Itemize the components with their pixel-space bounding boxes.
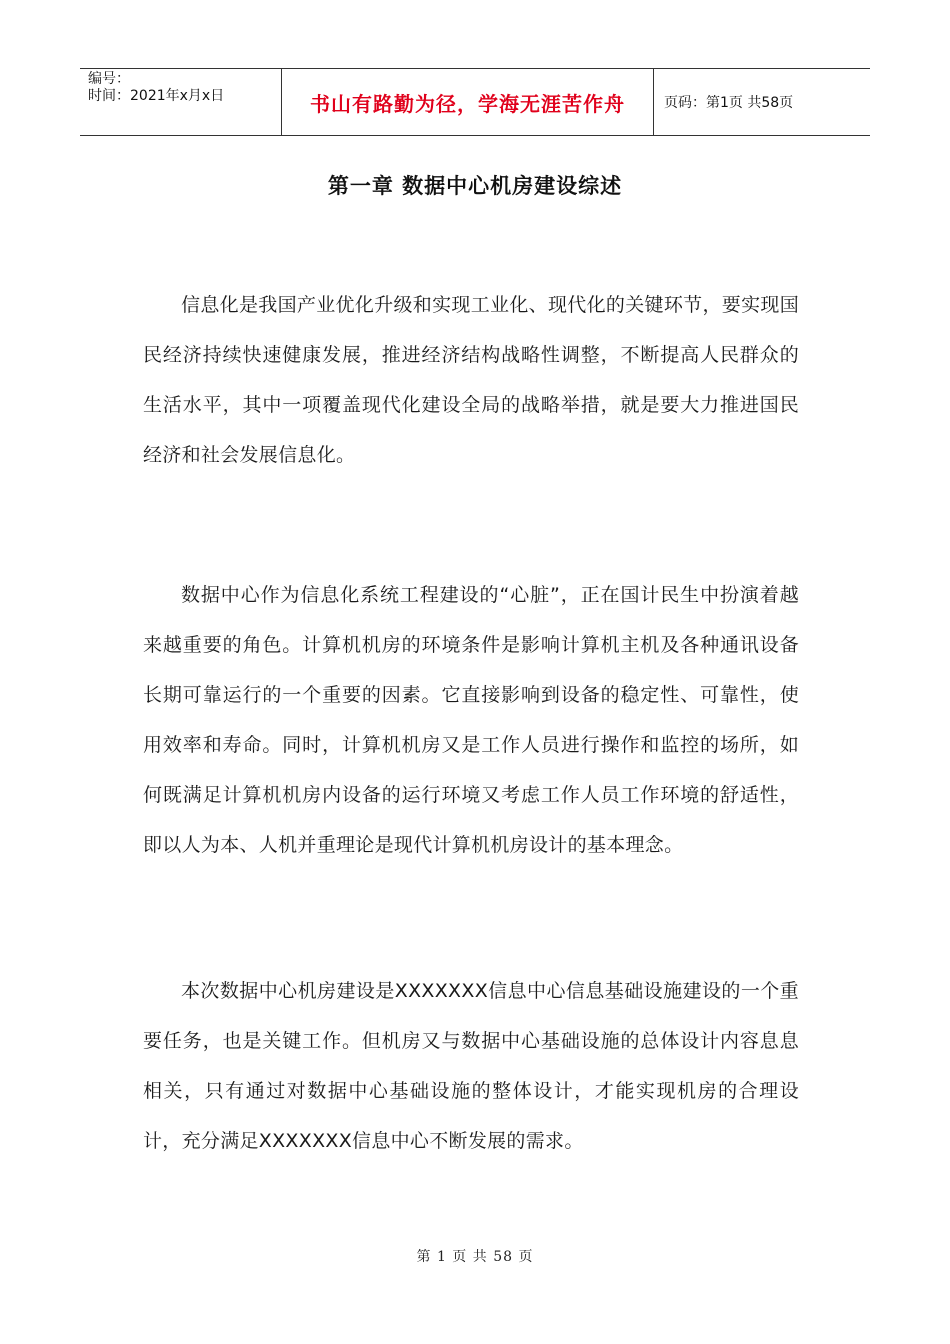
header-motto-cell — [282, 69, 654, 135]
body-paragraph-2: 数据中心作为信息化系统工程建设的“心脏”，正在国计民生中扮演着越来越重要的角色。计算机机房的环境条件是影响计算机主机及各种通讯设备长期可靠运行的一个重要的因素。它直接影响到设备的稳定性、可靠性，使用效率和寿命。同时，计算机机房又是工作人员进行操作和监控的场所，如何既满足计算机机房内设备的运行环境又考虑工作人员工作环境的舒适性，即以人为本、人机并重理论是现代计算机机房设计的基本理念。 — [143, 584, 799, 856]
header-meta-cell — [80, 69, 282, 135]
document-time-label: 时间：2021年x月x日 — [88, 88, 225, 104]
chapter-title: 第一章 数据中心机房建设综述 — [327, 174, 623, 198]
body-paragraph-1: 信息化是我国产业优化升级和实现工业化、现代化的关键环节，要实现国民经济持续快速健康发展，推进经济结构战略性调整，不断提高人民群众的生活水平，其中一项覆盖现代化建设全局的战略举措，就是要大力推进国民经济和社会发展信息化。 — [143, 294, 799, 466]
header-table — [80, 68, 870, 136]
page-footer: 第 1 页 共 58 页 — [416, 1249, 534, 1265]
header-page-cell — [654, 69, 870, 135]
body-paragraph-3: 本次数据中心机房建设是XXXXXXX信息中心信息基础设施建设的一个重要任务，也是关键工作。但机房又与数据中心基础设施的总体设计内容息息相关，只有通过对数据中心基础设施的整体设计，才能实现机房的合理设计，充分满足XXXXXXX信息中心不断发展的需求。 — [143, 980, 799, 1152]
document-number-label: 编号： — [88, 71, 130, 87]
header-motto: 书山有路勤为径，学海无涯苦作舟 — [310, 91, 625, 116]
header-page-info: 页码：第1页 共58页 — [664, 95, 794, 111]
